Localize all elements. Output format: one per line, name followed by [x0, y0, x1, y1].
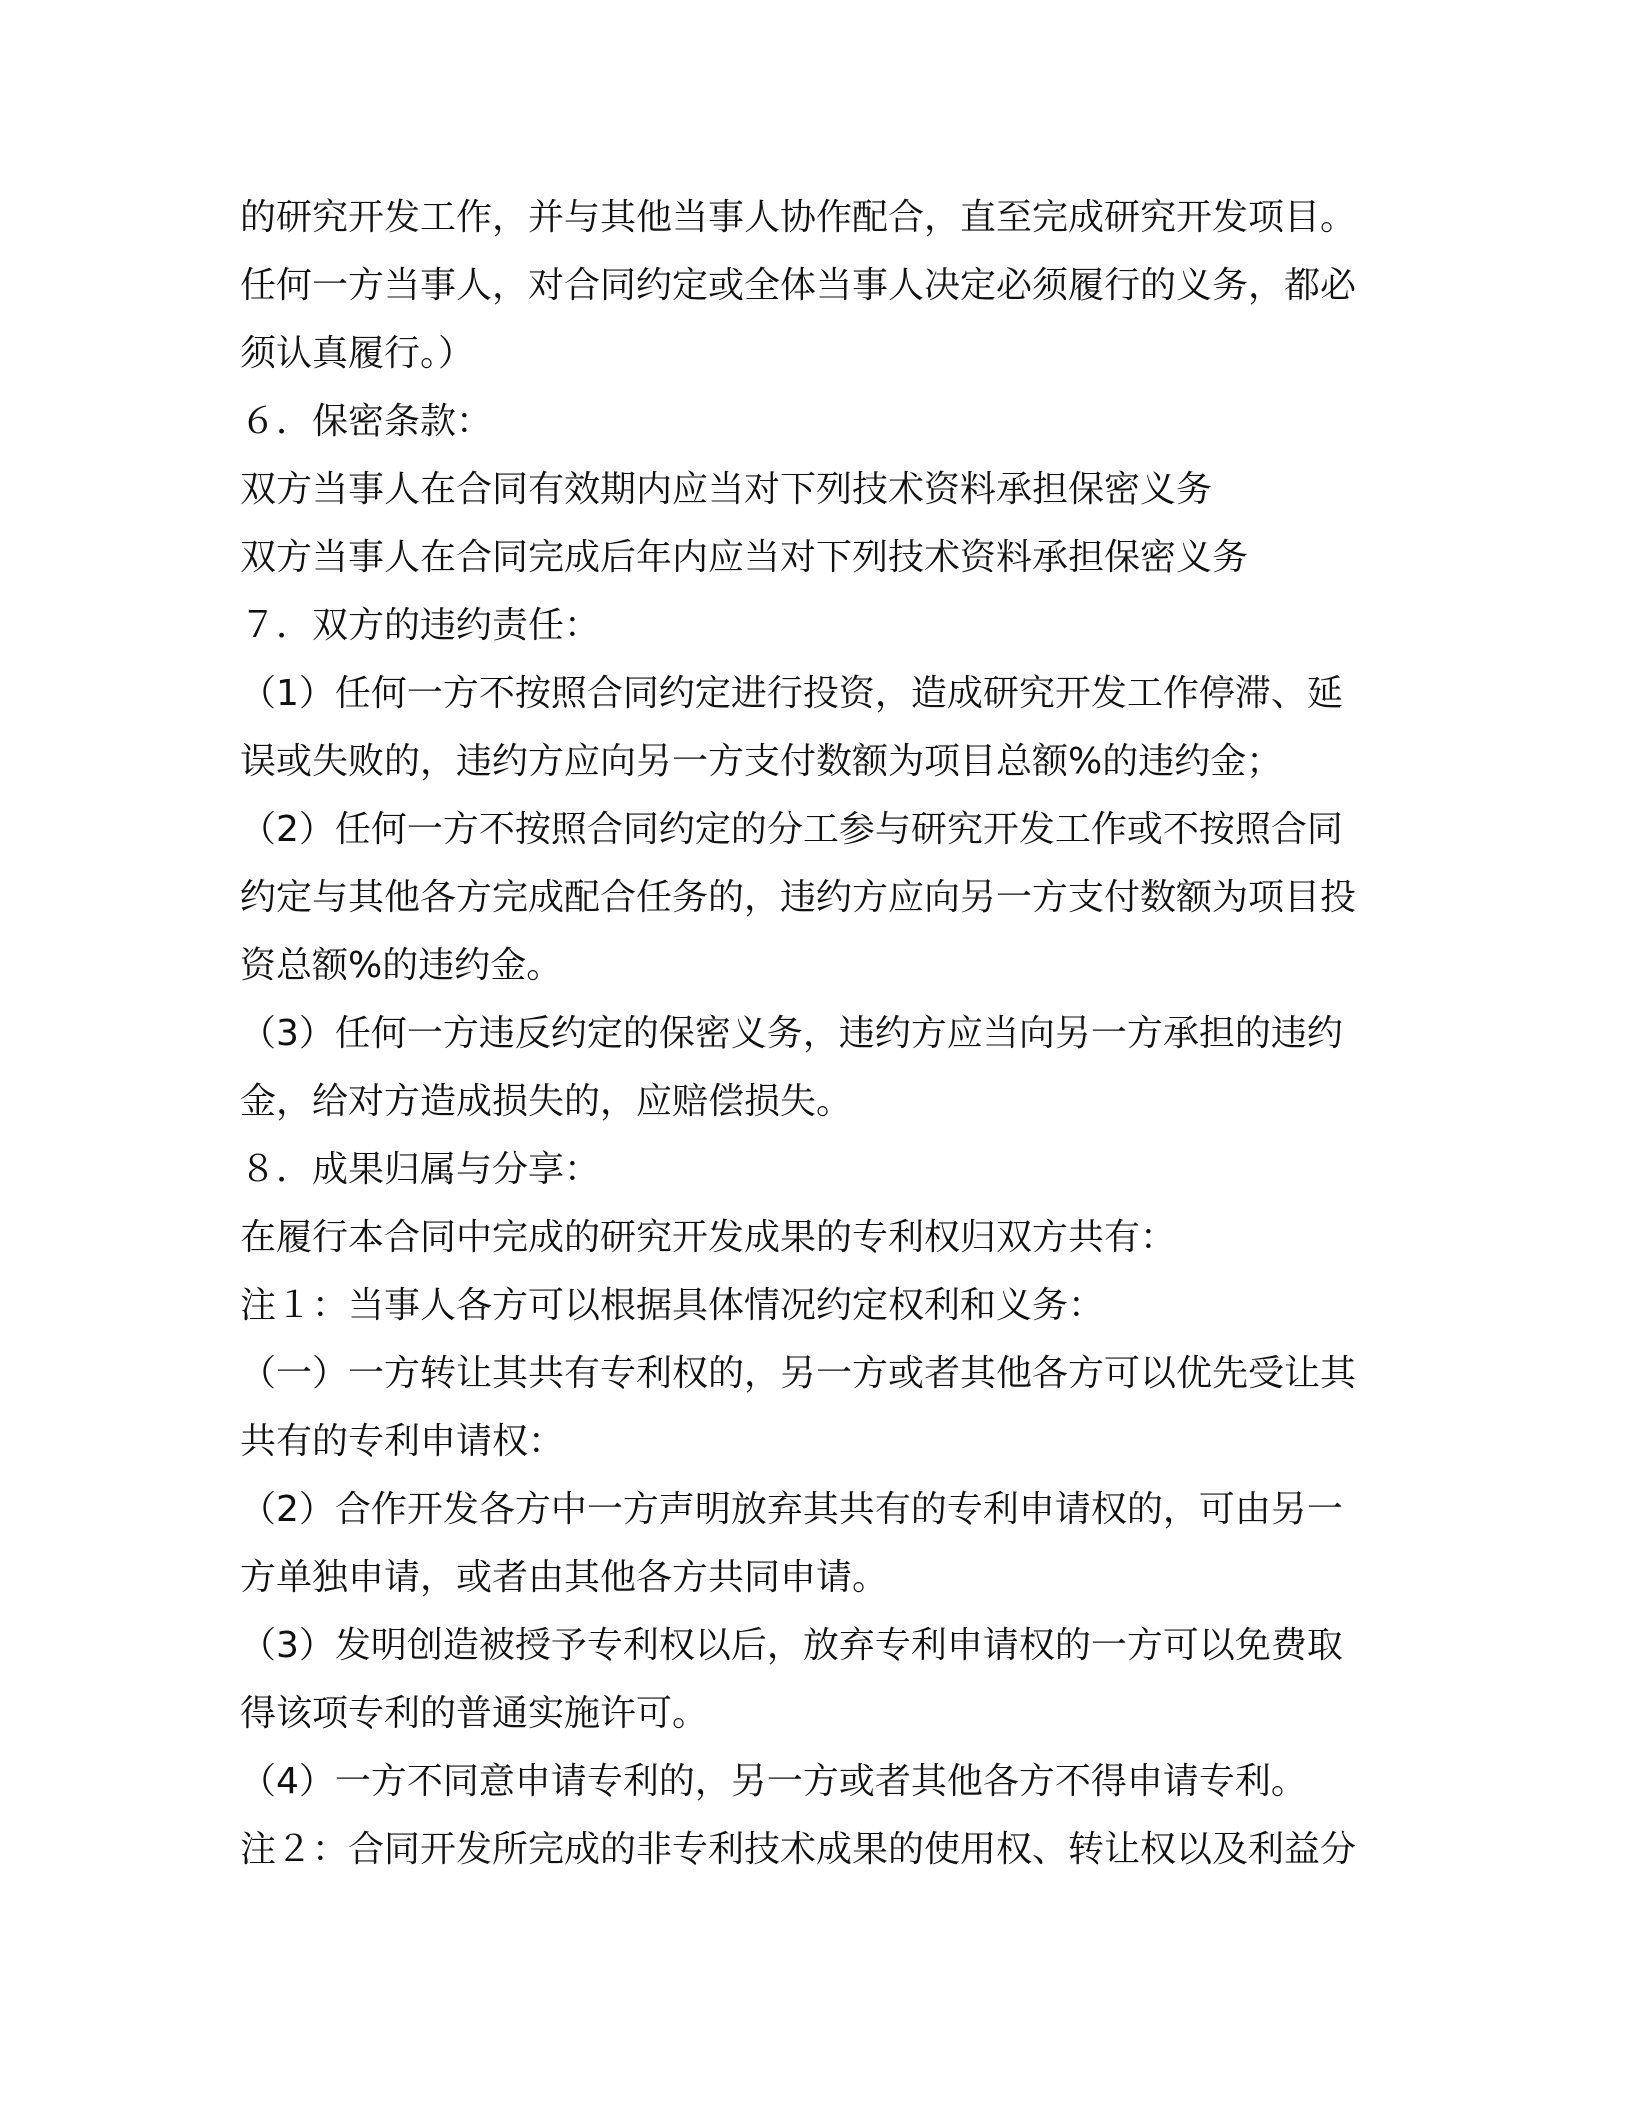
note-line: 注２：合同开发所完成的非专利技术成果的使用权、转让权以及利益分	[240, 1829, 1357, 1870]
text-line: 双方当事人在合同有效期内应当对下列技术资料承担保密义务	[240, 469, 1213, 510]
document-body	[240, 184, 1400, 1884]
section-heading: ８．成果归属与分享：	[240, 1149, 601, 1190]
text-line: 得该项专利的普通实施许可。	[240, 1693, 709, 1734]
text-line: （2）合作开发各方中一方声明放弃其共有的专利申请权的，可由另一	[240, 1489, 1343, 1530]
section-heading: ６．保密条款：	[240, 401, 493, 442]
text-line: 金，给对方造成损失的，应赔偿损失。	[240, 1081, 853, 1122]
text-line: （2）任何一方不按照合同约定的分工参与研究开发工作或不按照合同	[240, 809, 1343, 850]
text-line: （3）发明创造被授予专利权以后，放弃专利申请权的一方可以免费取	[240, 1625, 1343, 1666]
section-heading: ７．双方的违约责任：	[240, 605, 601, 646]
text-line: （3）任何一方违反约定的保密义务，违约方应当向另一方承担的违约	[240, 1013, 1343, 1054]
text-line: 的研究开发工作，并与其他当事人协作配合，直至完成研究开发项目。	[240, 197, 1357, 238]
text-line: 须认真履行。）	[240, 333, 475, 374]
text-line: （1）任何一方不按照合同约定进行投资，造成研究开发工作停滞、延	[240, 673, 1343, 714]
text-line: 方单独申请，或者由其他各方共同申请。	[240, 1557, 889, 1598]
text-line: （一）一方转让其共有专利权的，另一方或者其他各方可以优先受让其	[240, 1353, 1357, 1394]
text-line: 在履行本合同中完成的研究开发成果的专利权归双方共有：	[240, 1217, 1177, 1258]
text-line: 双方当事人在合同完成后年内应当对下列技术资料承担保密义务	[240, 537, 1249, 578]
note-line: 注１：当事人各方可以根据具体情况约定权利和义务：	[240, 1285, 1105, 1326]
text-line: 资总额%的违约金。	[240, 945, 563, 986]
text-line: 共有的专利申请权：	[240, 1421, 565, 1462]
text-line: 约定与其他各方完成配合任务的，违约方应向另一方支付数额为项目投	[240, 877, 1357, 918]
text-line: 误或失败的，违约方应向另一方支付数额为项目总额%的违约金；	[240, 741, 1283, 782]
text-line: （4）一方不同意申请专利的，另一方或者其他各方不得申请专利。	[240, 1761, 1307, 1802]
text-line: 任何一方当事人，对合同约定或全体当事人决定必须履行的义务，都必	[240, 265, 1357, 306]
